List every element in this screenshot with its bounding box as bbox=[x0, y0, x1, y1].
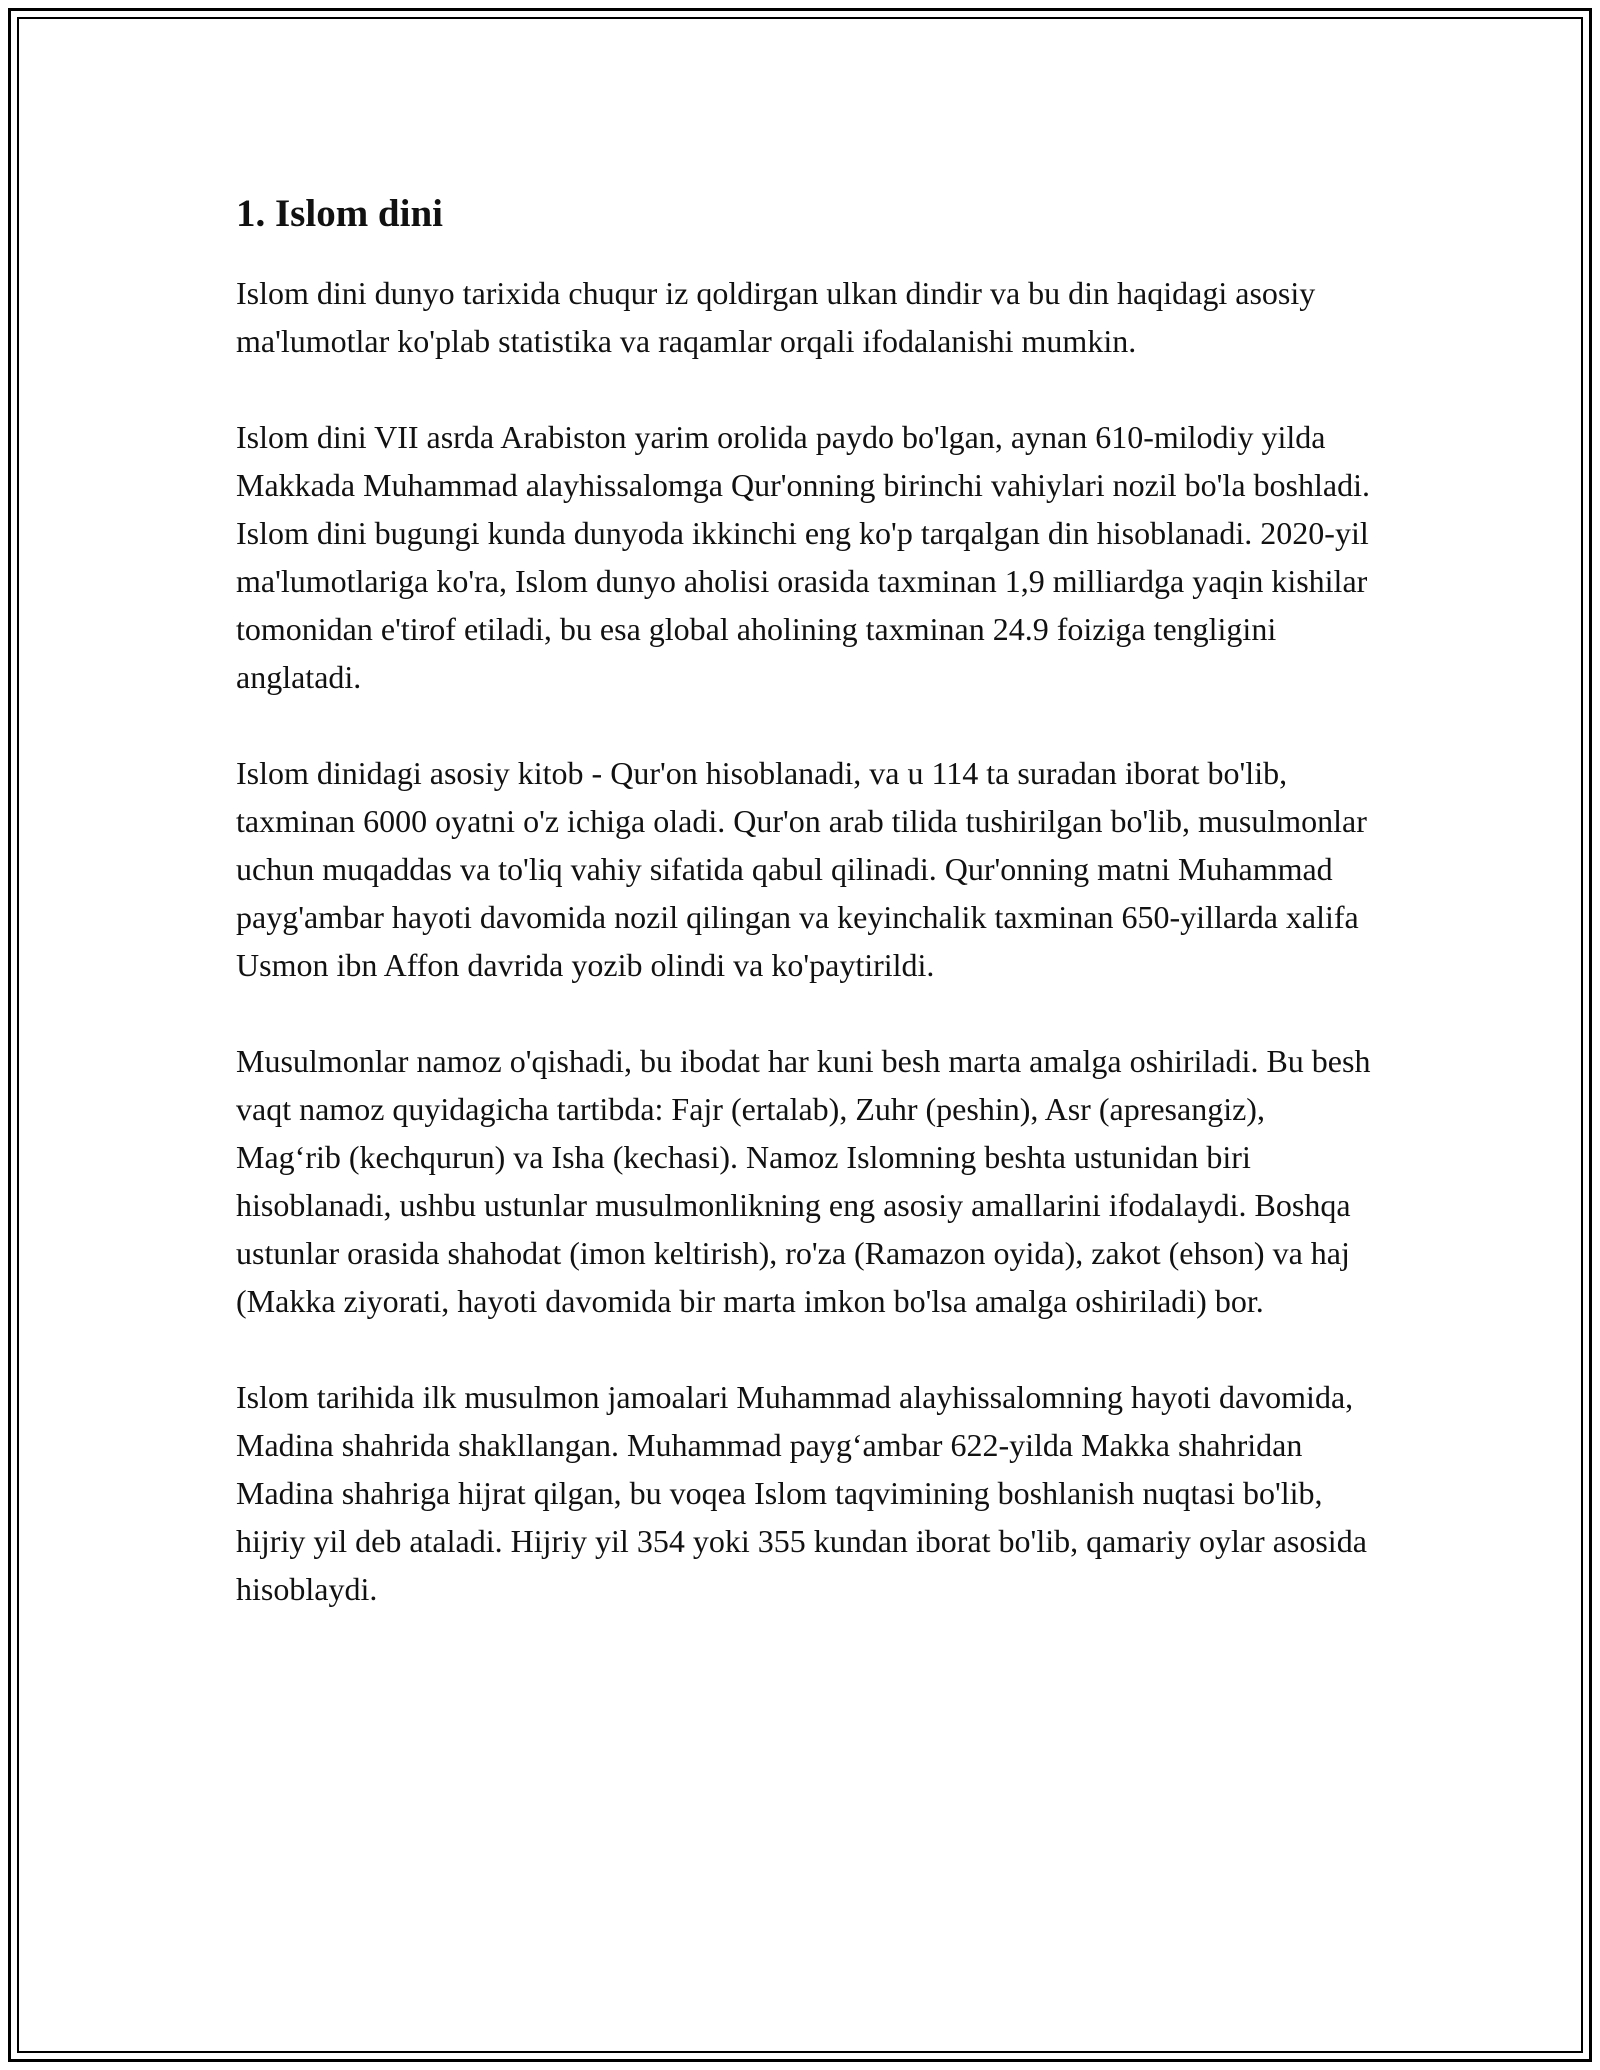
paragraph-origins: Islom dini VII asrda Arabiston yarim orolida paydo bo'lgan, aynan 610-milodiy yilda Makkada Muhammad alayhissalomga Qur'onning birinchi vahiylari nozil bo'la boshladi. Islom dini bugungi kunda dunyoda ikkinchi eng ko'p tarqalgan din hisoblanadi. 2020-yil ma'lumotlariga ko'ra, Islom dunyo aholisi orasida taxminan 1,9 milliardga yaqin kishilar tomonidan e'tirof etiladi, bu esa global aholining taxminan 24.9 foiziga tengligini anglatadi. bbox=[236, 419, 1370, 695]
paragraph-quran: Islom dinidagi asosiy kitob - Qur'on hisoblanadi, va u 114 ta suradan iborat bo'lib, taxminan 6000 oyatni o'z ichiga oladi. Qur'on arab tilida tushirilgan bo'lib, musulmonlar uchun muqaddas va to'liq vahiy sifatida qabul qilinadi. Qur'onning matni Muhammad payg'ambar hayoti davomida nozil qilingan va keyinchalik taxminan 650-yillarda xalifa Usmon ibn Affon davrida yozib olindi va ko'paytirildi. bbox=[236, 755, 1367, 983]
paragraph-intro: Islom dini dunyo tarixida chuqur iz qoldirgan ulkan dindir va bu din haqidagi asosiy ma'lumotlar ko'plab statistika va raqamlar orqali ifodalanishi mumkin. bbox=[236, 275, 1316, 359]
section-heading: 1. Islom dini bbox=[236, 192, 443, 235]
document-body bbox=[236, 190, 1376, 1661]
paragraph-history: Islom tarihida ilk musulmon jamoalari Muhammad alayhissalomning hayoti davomida, Madina shahrida shakllangan. Muhammad payg‘ambar 622-yilda Makka shahridan Madina shahriga hijrat qilgan, bu voqea Islom taqvimining boshlanish nuqtasi bo'lib, hijriy yil deb ataladi. Hijriy yil 354 yoki 355 kundan iborat bo'lib, qamariy oylar asosida hisoblaydi. bbox=[236, 1379, 1367, 1607]
paragraph-prayer: Musulmonlar namoz o'qishadi, bu ibodat har kuni besh marta amalga oshiriladi. Bu besh vaqt namoz quyidagicha tartibda: Fajr (ertalab), Zuhr (peshin), Asr (apresangiz), Mag‘rib (kechqurun) va Isha (kechasi). Namoz Islomning beshta ustunidan biri hisoblanadi, ushbu ustunlar musulmonlikning eng asosiy amallarini ifodalaydi. Boshqa ustunlar orasida shahodat (imon keltirish), ro'za (Ramazon oyida), zakot (ehson) va haj (Makka ziyorati, hayoti davomida bir marta imkon bo'lsa amalga oshiriladi) bor. bbox=[236, 1043, 1371, 1319]
